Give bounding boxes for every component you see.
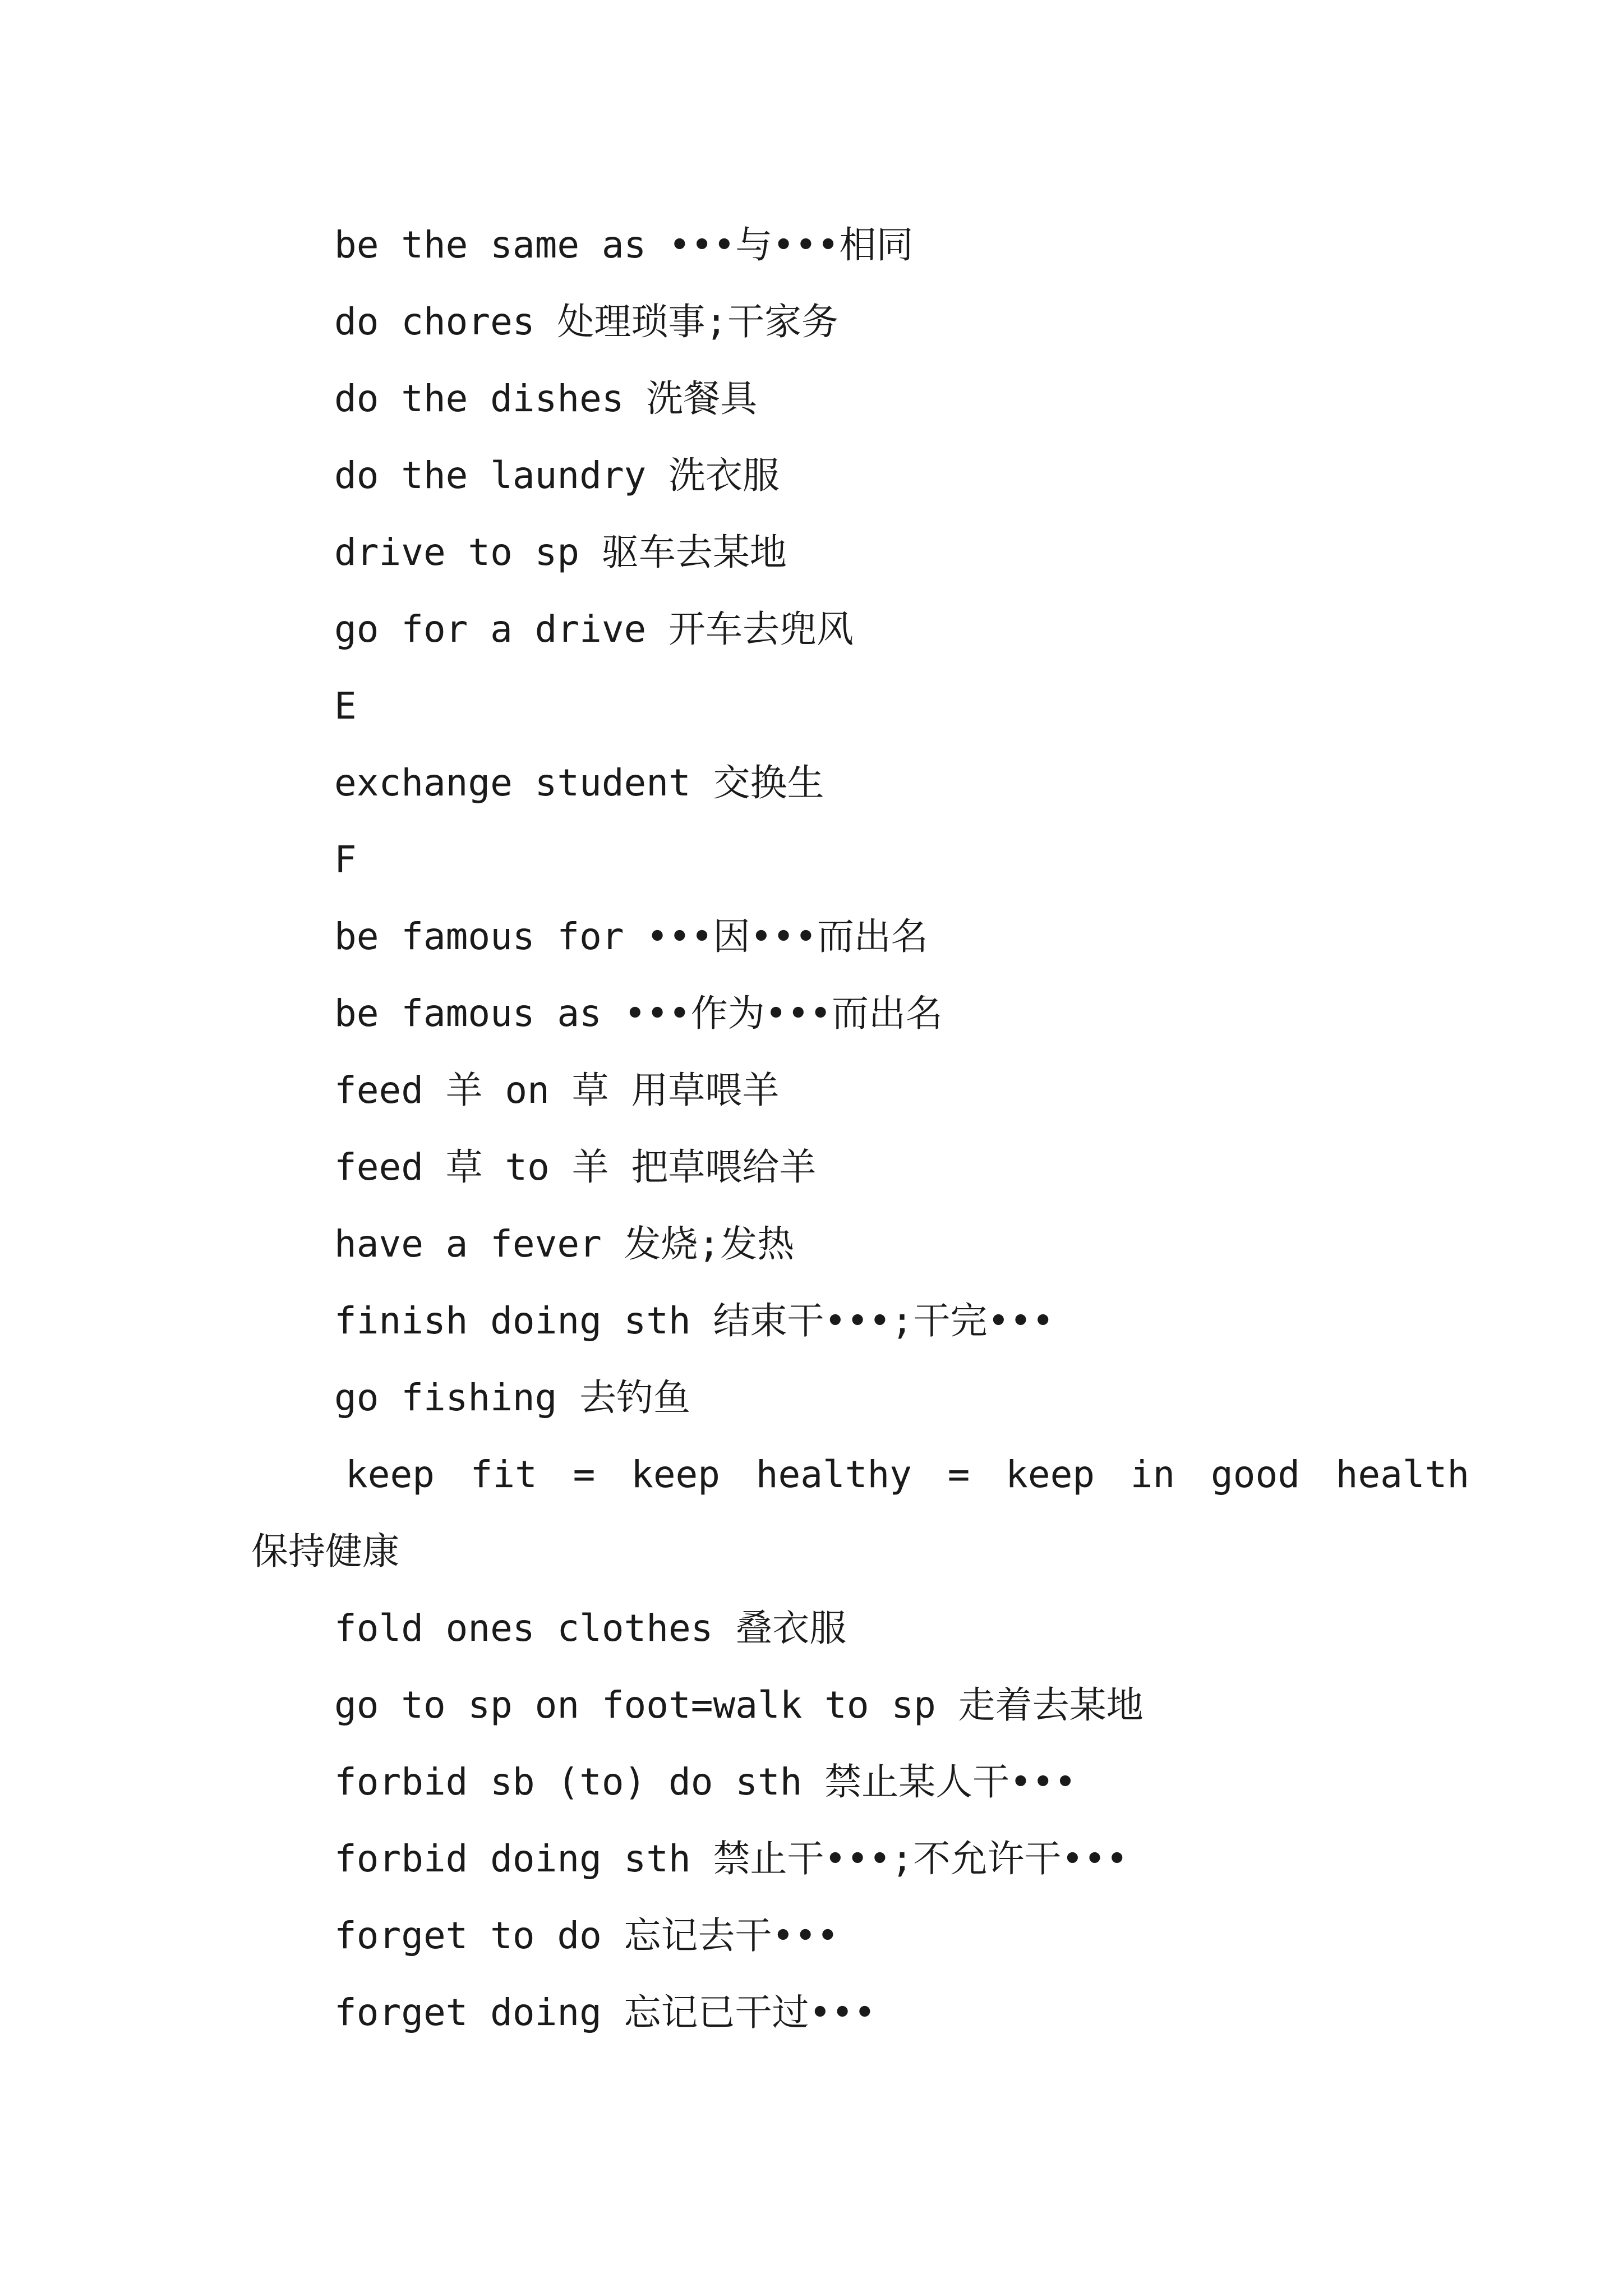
phrase-line: go to sp on foot=walk to sp 走着去某地 bbox=[334, 1683, 1144, 1727]
phrase-line: be famous as •••作为•••而出名 bbox=[334, 992, 943, 1035]
phrase-line: do chores 处理琐事;干家务 bbox=[334, 300, 839, 343]
phrase-line: feed 羊 on 草 用草喂羊 bbox=[334, 1069, 780, 1112]
phrase-line: be famous for •••因•••而出名 bbox=[334, 915, 928, 958]
section-letter: E bbox=[334, 684, 357, 728]
phrase-line: feed 草 to 羊 把草喂给羊 bbox=[334, 1145, 817, 1189]
phrase-line: keep fit = keep healthy = keep in good health bbox=[345, 1453, 1470, 1496]
section-letter: F bbox=[334, 838, 357, 881]
phrase-line: forbid sb (to) do sth 禁止某人干••• bbox=[334, 1760, 1077, 1803]
phrase-line: forget to do 忘记去干••• bbox=[334, 1914, 839, 1957]
phrase-line: have a fever 发烧;发热 bbox=[334, 1222, 795, 1266]
phrase-line: finish doing sth 结束干•••;干完••• bbox=[334, 1299, 1054, 1342]
phrase-line: forget doing 忘记已干过••• bbox=[334, 1991, 876, 2034]
phrase-line: go fishing 去钓鱼 bbox=[334, 1376, 691, 1419]
phrase-line: do the dishes 洗餐具 bbox=[334, 377, 758, 420]
phrase-line: drive to sp 驱车去某地 bbox=[334, 531, 787, 574]
phrase-line: do the laundry 洗衣服 bbox=[334, 454, 780, 497]
phrase-line: be the same as •••与•••相同 bbox=[334, 223, 914, 266]
phrase-continuation: 保持健康 bbox=[251, 1530, 399, 1573]
phrase-line: exchange student 交换生 bbox=[334, 761, 824, 804]
phrase-line: forbid doing sth 禁止干•••;不允许干••• bbox=[334, 1837, 1128, 1880]
phrase-line: fold ones clothes 叠衣服 bbox=[334, 1607, 847, 1650]
vocabulary-list bbox=[251, 206, 1470, 2051]
phrase-line: go for a drive 开车去兜风 bbox=[334, 608, 854, 651]
